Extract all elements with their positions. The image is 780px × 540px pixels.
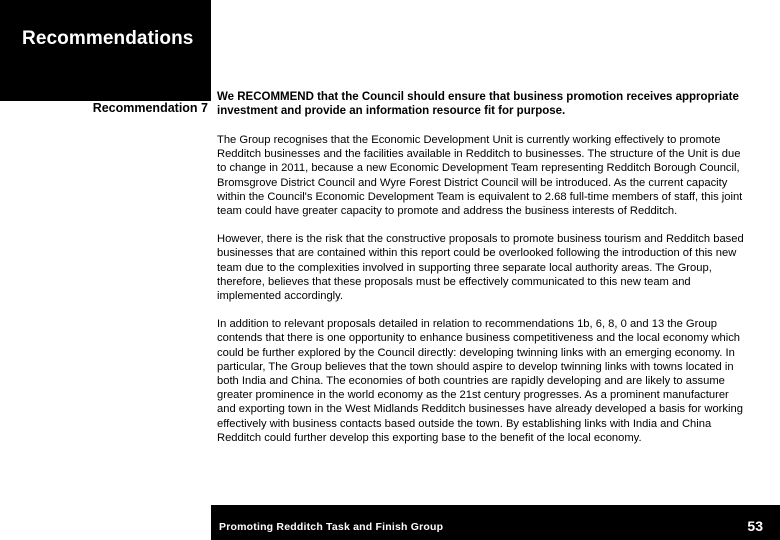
body-paragraph-3: In addition to relevant proposals detailed in relation to recommendations 1b, 6, 8, 0 and 13 the Group contends that there is one opportunity to enhance business competitiveness and the local economy which could be further explored by the Council directly: developing twinning links with an emerging economy. In particular, The Group believes that the town should aspire to develop twinning links with towns located in both India and China. The economies of both countries are rapidly developing and are likely to assume greater prominence in the world economy as the 21st century progresses. As a prominent manufacturer and exporting town in the West Midlands Redditch businesses have already developed a basis for working effectively with business contacts based outside the town. By establishing links with India and China Redditch could further develop this exporting base to the benefit of the local economy. — [217, 318, 743, 444]
body-paragraph-1: The Group recognises that the Economic Development Unit is currently working effectively to promote Redditch businesses and the facilities available in Redditch to businesses. The structure of the Unit is due to change in 2011, because a new Economic Development Team representing Redditch Borough Council, Bromsgrove District Council and Wyre Forest District Council will be introduced. As the current capacity within the Council's Economic Development Team is equivalent to 2.68 full-time members of staff, this joint team could have greater capacity to promote and address the business interests of Redditch. — [217, 134, 743, 218]
recommendation-label: Recommendation 7 — [92, 101, 208, 115]
page-title: Recommendations — [22, 28, 194, 49]
title-block — [0, 0, 211, 101]
body-paragraph-2: However, there is the risk that the constructive proposals to promote business tourism and Redditch based businesses that are contained within this report could be overlooked following the introduction of this new team due to the complexities involved in supporting three separate local authority areas. The Group, therefore, believes that these proposals must be effectively communicated to this new team and implemented accordingly. — [217, 233, 744, 303]
footer-title: Promoting Redditch Task and Finish Group — [219, 521, 444, 533]
body-content — [217, 90, 747, 445]
recommendation-statement: We RECOMMEND that the Council should ensure that business promotion receives appropriate investment and provide an information resource fit for purpose. — [217, 91, 739, 117]
page-number: 53 — [747, 518, 763, 534]
